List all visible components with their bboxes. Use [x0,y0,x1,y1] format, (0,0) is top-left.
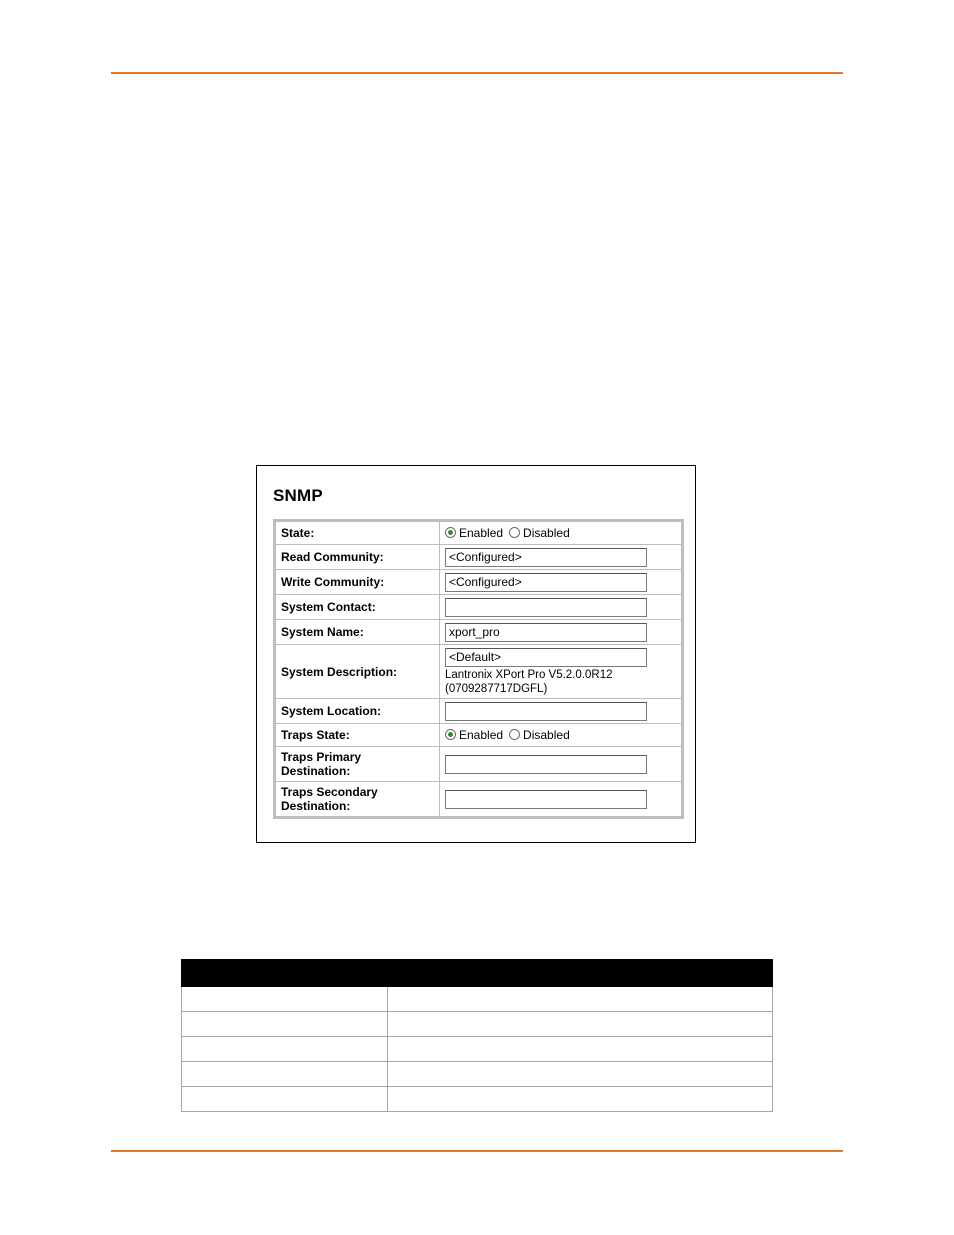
state-disabled-radio[interactable] [509,527,520,538]
table-cell [388,1037,773,1062]
write-community-row [275,570,683,595]
state-row [275,521,683,545]
table-cell [182,987,388,1012]
traps-primary-label-line2: Destination: [281,764,351,778]
table-cell [182,1062,388,1087]
state-label: State: [275,521,440,545]
traps-primary-input[interactable] [445,755,647,774]
state-radio-group [445,526,676,540]
system-description-row [275,645,683,699]
write-community-label: Write Community: [275,570,440,595]
read-community-label: Read Community: [275,545,440,570]
settings-description-table [181,959,773,1112]
state-disabled-label[interactable]: Disabled [523,526,570,540]
table-cell [182,1037,388,1062]
system-contact-row [275,595,683,620]
system-description-input[interactable]: <Default> [445,648,647,667]
table-row [182,1037,773,1062]
state-enabled-label[interactable]: Enabled [459,526,504,540]
table-row [182,1012,773,1037]
footer-rule [111,1150,843,1152]
table-cell [388,1062,773,1087]
table-cell [388,987,773,1012]
traps-primary-row [275,747,683,782]
traps-state-radio-group [445,728,676,742]
traps-secondary-row [275,782,683,818]
system-contact-label: System Contact: [275,595,440,620]
table-row [182,1087,773,1112]
system-name-input[interactable]: xport_pro [445,623,647,642]
traps-enabled-radio[interactable] [445,729,456,740]
table-cell [182,1012,388,1037]
system-location-input[interactable] [445,702,647,721]
snmp-settings-table [273,519,684,819]
traps-secondary-label-line1: Traps Secondary [281,785,378,799]
table-header-cell [182,960,388,987]
state-enabled-radio[interactable] [445,527,456,538]
read-community-input[interactable]: <Configured> [445,548,647,567]
traps-secondary-label-line2: Destination: [281,799,351,813]
header-rule [111,72,843,74]
table-row [182,987,773,1012]
system-location-row [275,699,683,724]
write-community-input[interactable]: <Configured> [445,573,647,592]
system-description-label: System Description: [275,645,440,699]
traps-primary-label [275,747,440,782]
system-name-label: System Name: [275,620,440,645]
table-cell [388,1087,773,1112]
table-cell [182,1087,388,1112]
traps-disabled-radio[interactable] [509,729,520,740]
traps-disabled-label[interactable]: Disabled [523,728,570,742]
read-community-row [275,545,683,570]
traps-state-row [275,724,683,747]
system-contact-input[interactable] [445,598,647,617]
traps-secondary-input[interactable] [445,790,647,809]
traps-enabled-label[interactable]: Enabled [459,728,504,742]
system-description-detail-line1: Lantronix XPort Pro V5.2.0.0R12 [445,668,613,681]
system-location-label: System Location: [275,699,440,724]
snmp-title: SNMP [273,486,323,505]
system-description-detail-line2: (0709287717DGFL) [445,682,548,695]
table-header-row [182,960,773,987]
system-name-row [275,620,683,645]
traps-secondary-label [275,782,440,818]
snmp-screenshot-frame [256,465,696,843]
traps-primary-label-line1: Traps Primary [281,750,362,764]
table-cell [388,1012,773,1037]
table-row [182,1062,773,1087]
traps-state-label: Traps State: [275,724,440,747]
table-header-cell [388,960,773,987]
